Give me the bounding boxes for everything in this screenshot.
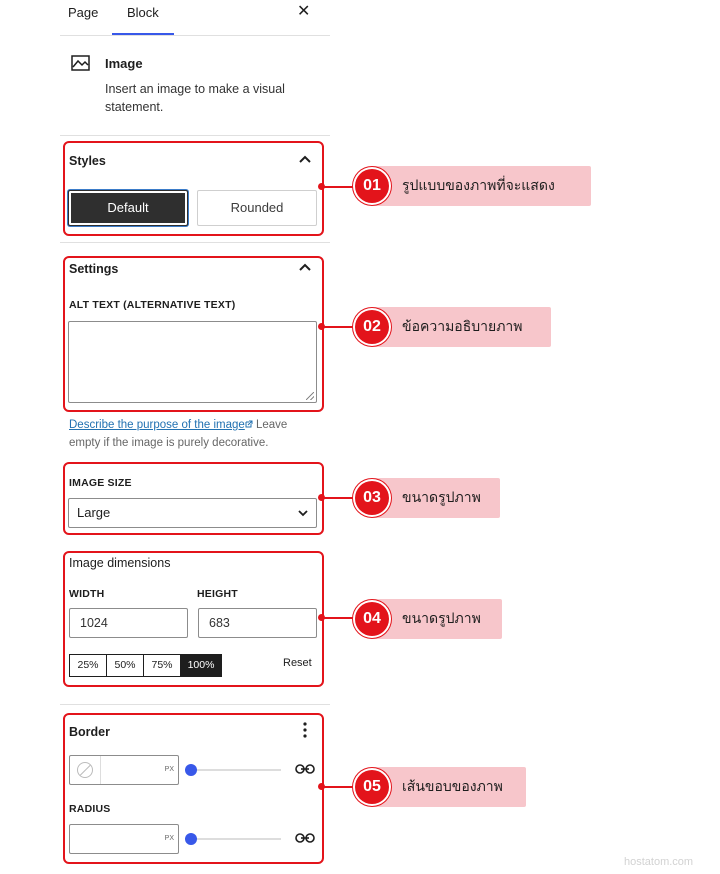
width-input[interactable]: 1024 xyxy=(69,608,188,638)
percent-25-button[interactable]: 25% xyxy=(70,655,107,676)
image-icon xyxy=(71,55,91,71)
annotation-frame-03 xyxy=(63,462,324,535)
tab-page[interactable]: Page xyxy=(68,5,99,20)
annotation-note-05: เส้นขอบของภาพ xyxy=(372,767,526,807)
annotation-badge-02: 02 xyxy=(355,310,389,344)
alt-help-link[interactable]: Describe the purpose of the image xyxy=(69,419,245,431)
width-label: WIDTH xyxy=(69,588,105,600)
annotation-frame-05 xyxy=(63,713,324,864)
annotation-connector xyxy=(322,326,358,328)
divider xyxy=(60,704,330,705)
height-input[interactable]: 683 xyxy=(198,608,317,638)
annotation-connector xyxy=(322,786,358,788)
annotation-connector xyxy=(322,186,358,188)
reset-button[interactable]: Reset xyxy=(283,657,312,669)
image-size-label: IMAGE SIZE xyxy=(69,477,132,489)
style-rounded-button[interactable]: Rounded xyxy=(197,190,317,226)
annotation-note-04: ขนาดรูปภาพ xyxy=(372,599,502,639)
annotation-frame-01 xyxy=(63,141,324,236)
alt-help-text-2: empty if the image is purely decorative. xyxy=(69,437,269,449)
block-title: Image xyxy=(105,56,143,71)
settings-section-title[interactable]: Settings xyxy=(69,262,119,276)
divider xyxy=(60,135,330,136)
annotation-badge-05: 05 xyxy=(355,770,389,804)
style-default-button[interactable]: Default xyxy=(68,190,188,226)
styles-section-title[interactable]: Styles xyxy=(69,154,106,168)
alt-text-label: ALT TEXT (ALTERNATIVE TEXT) xyxy=(69,299,236,311)
annotation-connector xyxy=(322,497,358,499)
percent-100-button[interactable]: 100% xyxy=(181,655,221,676)
radius-label: RADIUS xyxy=(69,803,111,815)
unit-label: PX xyxy=(164,766,174,773)
external-link-icon xyxy=(245,420,253,428)
annotation-connector xyxy=(322,617,358,619)
watermark: hostatom.com xyxy=(624,856,694,868)
tab-block[interactable]: Block xyxy=(127,5,159,20)
annotation-badge-04: 04 xyxy=(355,602,389,636)
alt-help-text-1: Leave xyxy=(256,419,288,431)
divider xyxy=(60,242,330,243)
annotation-note-03: ขนาดรูปภาพ xyxy=(372,478,500,518)
close-icon[interactable]: ✕ xyxy=(297,3,311,20)
divider xyxy=(60,35,330,36)
percent-50-button[interactable]: 50% xyxy=(107,655,144,676)
image-size-value: Large xyxy=(77,505,111,520)
dimensions-title: Image dimensions xyxy=(69,556,171,570)
block-description: Insert an image to make a visual statement. xyxy=(105,82,285,114)
annotation-badge-01: 01 xyxy=(355,169,389,203)
alt-text-help xyxy=(69,416,319,452)
border-section-title: Border xyxy=(69,725,110,739)
height-label: HEIGHT xyxy=(197,588,238,600)
percent-75-button[interactable]: 75% xyxy=(144,655,181,676)
annotation-note-02: ข้อความอธิบายภาพ xyxy=(372,307,551,347)
annotation-frame-04 xyxy=(63,551,324,687)
annotation-frame-02 xyxy=(63,256,324,412)
annotation-note-01: รูปแบบของภาพที่จะแสดง xyxy=(372,166,591,206)
annotation-badge-03: 03 xyxy=(355,481,389,515)
unit-label: PX xyxy=(164,835,174,842)
